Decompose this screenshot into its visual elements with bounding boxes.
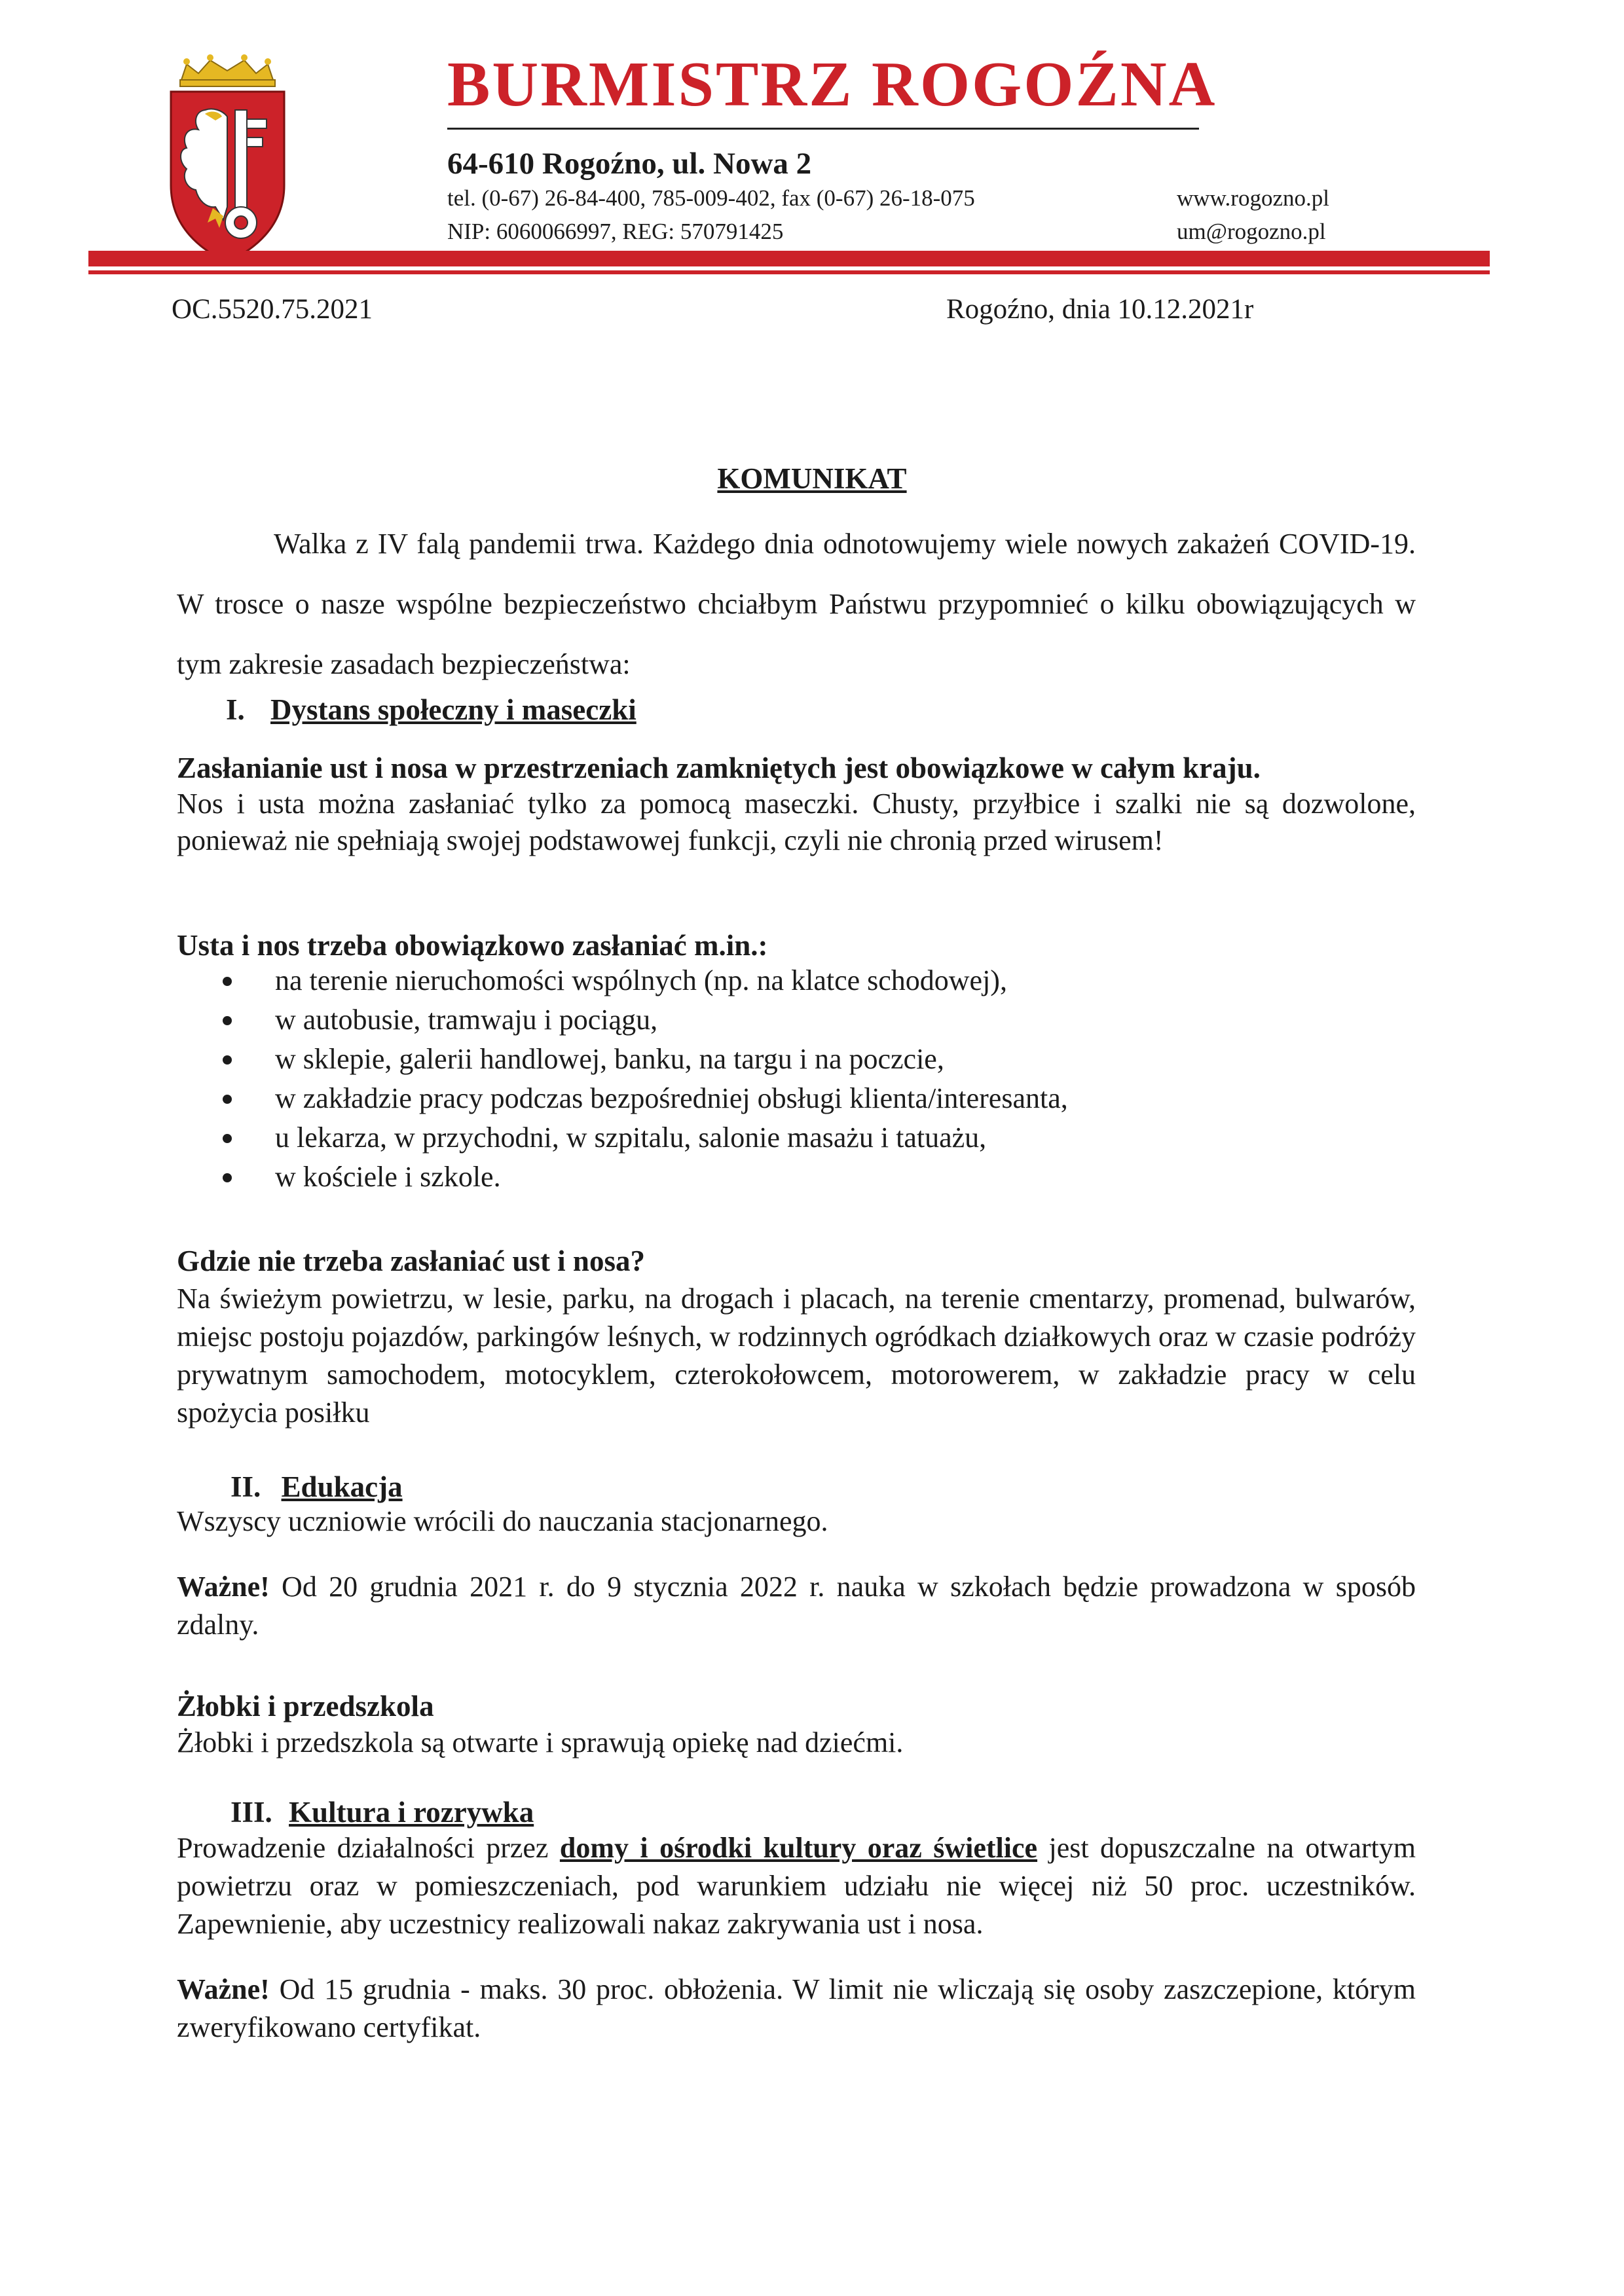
list-item: w kościele i szkole. (223, 1157, 1068, 1197)
coat-of-arms-logo (167, 51, 288, 267)
nursery-heading: Żłobki i przedszkola (177, 1690, 434, 1722)
section-2-number: II. (231, 1470, 261, 1503)
letterhead-address: 64-610 Rogoźno, ul. Nowa 2 (447, 147, 812, 181)
letterhead-title: BURMISTRZ ROGOŹNA (447, 49, 1217, 120)
letterhead-website: www.rogozno.pl (1177, 185, 1329, 211)
intro-paragraph: Walka z IV falą pandemii trwa. Każdego dnia odnotowujemy wiele nowych zakażeń COVID-19. W trosce o nasze wspólne bezpieczeństwo chciałbym Państwu przypomnieć o kilku obowiązujących w tym zakresie zasadach bezpieczeństwa: (177, 528, 1416, 680)
list-item: u lekarza, w przychodni, w szpitalu, salonie masażu i tatuażu, (223, 1118, 1068, 1157)
important-text: Od 20 grudnia 2021 r. do 9 stycznia 2022 r. nauka w szkołach będzie prowadzona w sposób zdalny. (177, 1571, 1416, 1641)
section-2-heading (231, 1470, 403, 1504)
letterhead-web (1177, 181, 1329, 248)
section-1-number: I. (226, 693, 245, 726)
list-item: w sklepie, galerii handlowej, banku, na targu i na poczcie, (223, 1040, 1068, 1079)
section-1-heading (226, 693, 637, 727)
letterhead-red-band (88, 251, 1490, 266)
mask-places-list (223, 961, 1068, 1197)
section-3-title: Kultura i rozrywka (289, 1796, 534, 1829)
list-item: na terenie nieruchomości wspólnych (np. na klatce schodowej), (223, 961, 1068, 1000)
list-item: w autobusie, tramwaju i pociągu, (223, 1000, 1068, 1040)
section-3-important (177, 1971, 1416, 2047)
letterhead-email: um@rogozno.pl (1177, 219, 1326, 244)
section-3-text-after: jest dopuszczalne na otwartym powietrzu oraz w pomieszczeniach, pod warunkiem udziału nie więcej niż 50 proc. uczestników. Zapewnienie, aby uczestnicy realizowali nakaz zakrywania ust i nosa. (177, 1832, 1416, 1940)
reference-number: OC.5520.75.2021 (172, 294, 373, 325)
title-underline (447, 128, 1199, 130)
letterhead-ids: NIP: 6060066997, REG: 570791425 (447, 219, 784, 244)
mask-list-heading: Usta i nos trzeba obowiązkowo zasłaniać m.in.: (177, 929, 768, 962)
section-1-lead-bold: Zasłanianie ust i nosa w przestrzeniach zamkniętych jest obowiązkowe w całym kraju. (177, 752, 1261, 784)
section-3-number: III. (231, 1796, 272, 1829)
section-2-important (177, 1568, 1416, 1644)
important-label: Ważne! (177, 1571, 270, 1603)
no-mask-text: Na świeżym powietrzu, w lesie, parku, na drogach i placach, na terenie cmentarzy, promenad, bulwarów, miejsc postoju pojazdów, parkingów leśnych, w rodzinnych ogródkach działkowych oraz w czasie podróży prywatnym samochodem, motocyklem, czterokołowcem, motorowerem, w zakładzie pracy w celu spożycia posiłku (177, 1283, 1416, 1429)
no-mask-heading: Gdzie nie trzeba zasłaniać ust i nosa? (177, 1245, 645, 1277)
letterhead-red-rule (88, 270, 1490, 274)
section-1-lead-text: Nos i usta można zasłaniać tylko za pomocą maseczki. Chusty, przyłbice i szalki nie są dozwolone, ponieważ nie spełniają swojej podstawowej funkcji, czyli nie chronią przed wirusem! (177, 788, 1416, 856)
section-3-heading (231, 1795, 534, 1829)
important-label: Ważne! (177, 1973, 270, 2005)
section-3-text-bold: domy i ośrodki kultury oraz świetlice (559, 1832, 1038, 1864)
section-3-text (177, 1829, 1416, 1943)
document-date: Rogoźno, dnia 10.12.2021r (946, 294, 1254, 325)
list-item: w zakładzie pracy podczas bezpośredniej obsługi klienta/interesanta, (223, 1079, 1068, 1118)
letterhead-phone: tel. (0-67) 26-84-400, 785-009-402, fax (0-67) 26-18-075 (447, 185, 975, 211)
section-3-text-before: Prowadzenie działalności przez (177, 1832, 560, 1864)
letterhead-contact (447, 181, 975, 248)
section-1-title: Dystans społeczny i maseczki (270, 693, 637, 726)
section-2-title: Edukacja (281, 1470, 403, 1503)
important-text: Od 15 grudnia - maks. 30 proc. obłożenia. W limit nie wliczają się osoby zaszczepione, którym zweryfikowano certyfikat. (177, 1973, 1416, 2043)
document-heading: KOMUNIKAT (717, 462, 907, 495)
nursery-text: Żłobki i przedszkola są otwarte i sprawują opiekę nad dziećmi. (177, 1726, 904, 1758)
section-2-text: Wszyscy uczniowie wrócili do nauczania stacjonarnego. (177, 1505, 828, 1537)
